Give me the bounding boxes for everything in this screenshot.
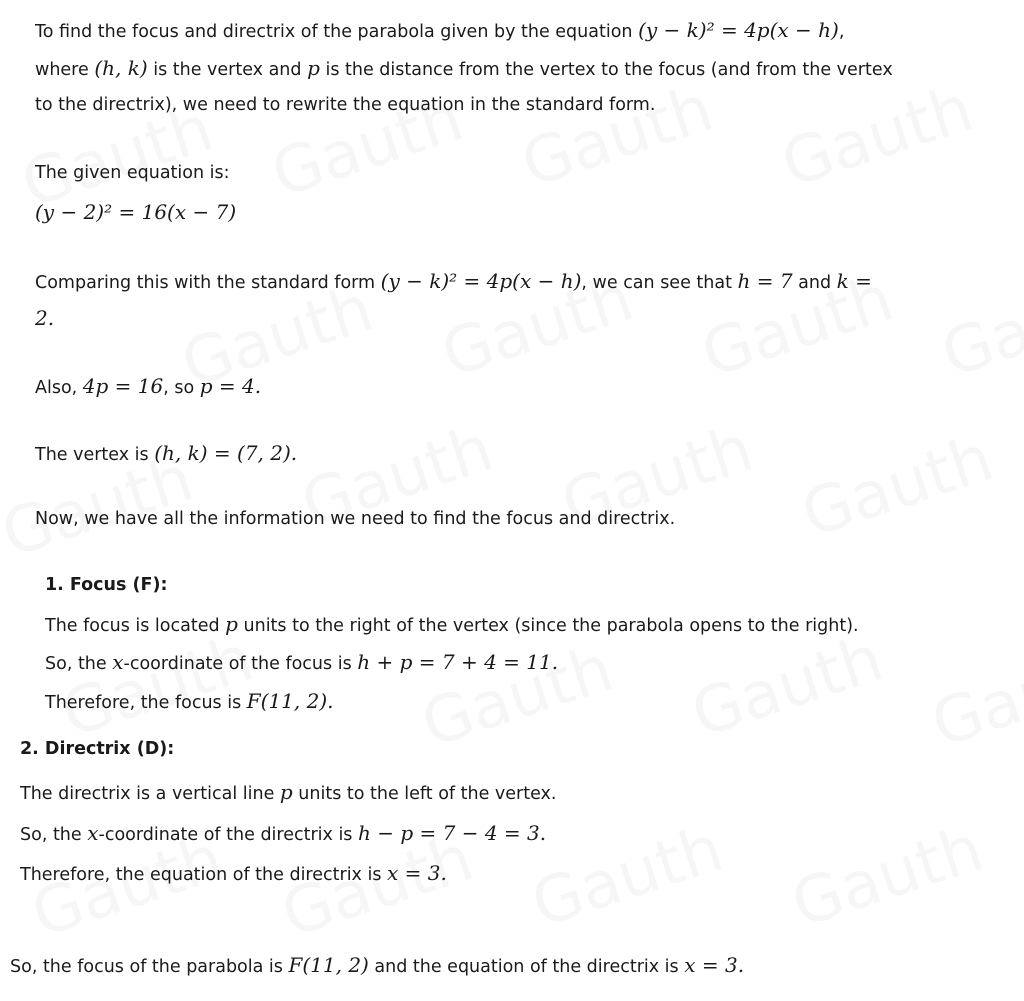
- text-segment: to the directrix), we need to rewrite the equation in the standard form.: [35, 95, 656, 115]
- text-line: [35, 199, 236, 227]
- text-line: [20, 820, 546, 848]
- math-expression: (h, k) = (7, 2).: [154, 441, 298, 465]
- watermark-text: [783, 812, 991, 943]
- math-expression: x = 3.: [684, 953, 745, 977]
- text-segment: -coordinate of the focus is: [123, 654, 358, 674]
- text-segment: , so: [163, 378, 200, 398]
- section-heading: [45, 572, 167, 598]
- text-line: [45, 649, 558, 677]
- math-expression: F(11, 2).: [246, 689, 334, 713]
- text-line: [35, 440, 297, 468]
- text-line: [35, 305, 54, 333]
- text-line: [35, 55, 893, 83]
- text-segment: The vertex is: [35, 445, 155, 465]
- text-segment: To find the focus and directrix of the parabola given by the equation: [35, 22, 639, 42]
- text-segment: , we can see that: [581, 273, 738, 293]
- text-line: [35, 160, 230, 186]
- math-expression: h + p = 7 + 4 = 11.: [357, 650, 559, 674]
- math-expression: p: [307, 56, 320, 80]
- text-segment: The directrix is a vertical line: [20, 784, 280, 804]
- text-segment: units to the left of the vertex.: [292, 784, 557, 804]
- text-segment: Therefore, the focus is: [45, 693, 247, 713]
- text-segment: Comparing this with the standard form: [35, 273, 381, 293]
- text-segment: units to the right of the vertex (since the parabola opens to the right).: [237, 616, 859, 636]
- text-line: [35, 17, 844, 45]
- watermark-text: [923, 632, 1024, 763]
- text-segment: Also,: [35, 378, 83, 398]
- text-segment: So, the focus of the parabola is: [10, 957, 289, 977]
- math-expression: p: [279, 780, 293, 804]
- text-line: [10, 952, 744, 980]
- math-expression: h = 7: [737, 269, 793, 293]
- text-line: [35, 506, 675, 532]
- math-expression: x: [112, 650, 124, 674]
- math-expression: p: [225, 612, 238, 636]
- watermark-text: [793, 422, 1001, 553]
- text-segment: The focus is located: [45, 616, 226, 636]
- watermark-text: [933, 262, 1024, 393]
- math-expression: (y − 2)² = 16(x − 7): [35, 200, 237, 224]
- watermark-text: [683, 622, 891, 753]
- text-line: [20, 779, 556, 807]
- text-segment: -coordinate of the directrix is: [98, 825, 358, 845]
- math-expression: p = 4.: [199, 374, 262, 398]
- math-expression: k =: [836, 269, 872, 293]
- math-expression: x = 3.: [387, 861, 447, 885]
- text-segment: The given equation is:: [35, 163, 230, 183]
- math-expression: F(11, 2): [288, 953, 369, 977]
- text-segment: ,: [838, 22, 845, 42]
- text-segment: is the distance from the vertex to the focus (and from the vertex: [319, 60, 893, 80]
- text-segment: 2. Directrix (D):: [20, 739, 175, 759]
- text-segment: So, the: [20, 825, 88, 845]
- text-line: [35, 373, 261, 401]
- text-segment: and: [792, 273, 837, 293]
- watermark-text: [773, 72, 981, 203]
- text-segment: is the vertex and: [147, 60, 308, 80]
- math-expression: 2.: [35, 306, 55, 330]
- text-line: [35, 268, 872, 296]
- text-segment: 1. Focus (F):: [45, 575, 168, 595]
- text-line: [45, 688, 334, 716]
- math-expression: x: [87, 821, 99, 845]
- math-expression: (h, k): [94, 56, 148, 80]
- text-segment: and the equation of the directrix is: [368, 957, 685, 977]
- text-segment: Now, we have all the information we need to find the focus and directrix.: [35, 509, 676, 529]
- watermark-text: [523, 812, 731, 943]
- math-expression: 4p = 16: [82, 374, 164, 398]
- math-expression: (y − k)² = 4p(x − h): [638, 18, 839, 42]
- math-expression: h − p = 7 − 4 = 3.: [358, 821, 547, 845]
- text-line: [35, 92, 655, 118]
- watermark-text: [53, 622, 261, 753]
- text-segment: Therefore, the equation of the directrix is: [20, 865, 388, 885]
- text-line: [20, 860, 447, 888]
- text-segment: So, the: [45, 654, 113, 674]
- math-expression: (y − k)² = 4p(x − h): [380, 269, 582, 293]
- section-heading: [20, 736, 174, 762]
- text-line: [45, 611, 859, 639]
- text-segment: where: [35, 60, 95, 80]
